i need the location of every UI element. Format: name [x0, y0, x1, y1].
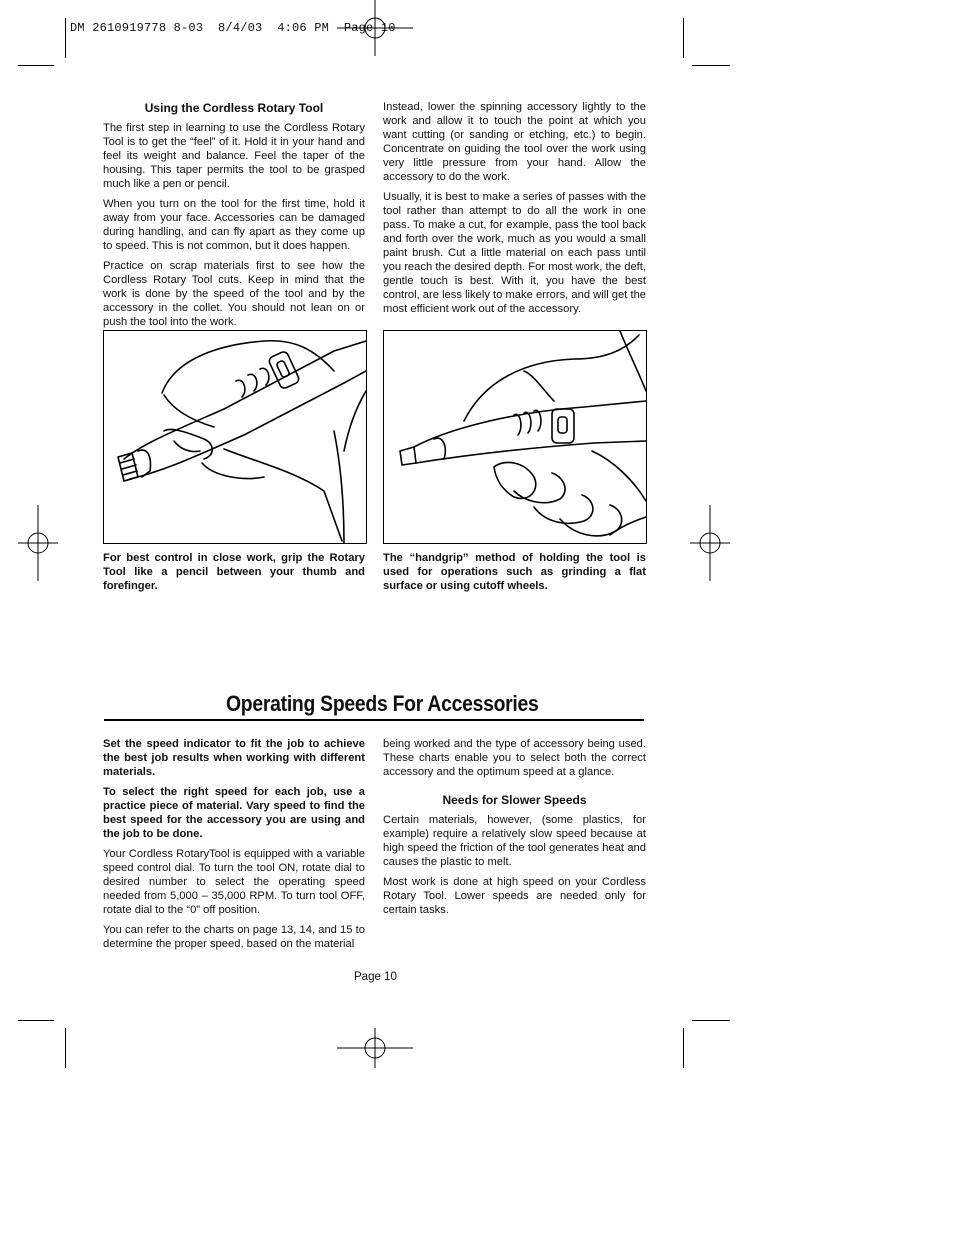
hand-holding-tool-handgrip-icon	[384, 331, 646, 543]
section1-title: Using the Cordless Rotary Tool	[144, 101, 324, 115]
section1-right-column	[383, 100, 646, 322]
pencil-grip-illustration	[103, 330, 367, 544]
subheading-slower-speeds: Needs for Slower Speeds	[442, 793, 587, 807]
section2-left-column	[103, 737, 365, 957]
figure-caption-left: For best control in close work, grip the Rotary Tool like a pencil between your thumb and forefinger.	[103, 552, 365, 592]
paragraph: The first step in learning to use the Cordless Rotary Tool is to get the “feel” of it. Hold it in your hand and feel its weight and balance. Feel the taper of the housing. This taper permits the tool to be grasped much like a pen or pencil.	[103, 122, 365, 190]
registration-mark-top	[337, 0, 413, 56]
paragraph: Instead, lower the spinning accessory lightly to the work and allow it to touch the point at which you want cutting (or sanding or etching, etc.) to begin. Concentrate on guiding the tool over the work using very little pressure from your hand. Allow the accessory to do the work.	[383, 101, 646, 183]
paragraph: Most work is done at high speed on your Cordless Rotary Tool. Lower speeds are needed only for certain tasks.	[383, 876, 646, 916]
section2-heading: Operating Speeds For Accessories	[226, 691, 539, 716]
print-slug: DM 2610919778 8-03 8/4/03 4:06 PM Page 10	[70, 21, 396, 35]
hand-holding-tool-pencil-icon	[104, 331, 366, 543]
paragraph: Your Cordless RotaryTool is equipped with a variable speed control dial. To turn the tool ON, rotate dial to desired number to select the operating speed needed from 5,000 – 35,000 RPM. To turn tool OFF, rotate dial to the “0” off position.	[103, 848, 365, 916]
paragraph: Certain materials, however, (some plastics, for example) require a relatively slow speed because at high speed the friction of the tool generates heat and causes the plastic to melt.	[383, 814, 646, 868]
bold-paragraph: To select the right speed for each job, use a practice piece of material. Vary speed to find the best speed for the accessory you are using and the job to be done.	[103, 786, 365, 840]
figure-caption-right: The “handgrip” method of holding the tool is used for operations such as grinding a flat surface or using cutoff wheels.	[383, 552, 646, 592]
paragraph: being worked and the type of accessory being used. These charts enable you to select both the correct accessory and the optimum speed at a glance.	[383, 738, 646, 778]
heading-rule	[104, 719, 644, 721]
registration-mark-bottom	[337, 1028, 413, 1068]
paragraph: Practice on scrap materials first to see how the Cordless Rotary Tool cuts. Keep in mind that the work is done by the speed of the tool and by the accessory in the collet. You should not lean on or push the tool into the work.	[103, 260, 365, 328]
page-number: Page 10	[354, 971, 397, 983]
paragraph: You can refer to the charts on page 13, 14, and 15 to determine the proper speed, based on the material	[103, 924, 365, 950]
registration-mark-right	[690, 505, 730, 581]
section1-left-column	[103, 101, 365, 335]
section2-right-column	[383, 737, 646, 923]
handgrip-illustration	[383, 330, 647, 544]
paragraph: When you turn on the tool for the first time, hold it away from your face. Accessories can be damaged during handling, and can fly apart as they come up to speed. This is not common, but it does happen.	[103, 198, 365, 252]
registration-mark-left	[18, 505, 58, 581]
paragraph: Usually, it is best to make a series of passes with the tool rather than attempt to do all the work in one pass. To make a cut, for example, pass the tool back and forth over the work, much as you would a small paint brush. Cut a little material on each pass until you reach the desired depth. For most work, the deft, gentle touch is best. With it, you have the best control, are less likely to make errors, and will get the most efficient work out of the accessory.	[383, 191, 647, 315]
bold-paragraph: Set the speed indicator to fit the job to achieve the best job results when working with different materials.	[103, 738, 365, 778]
